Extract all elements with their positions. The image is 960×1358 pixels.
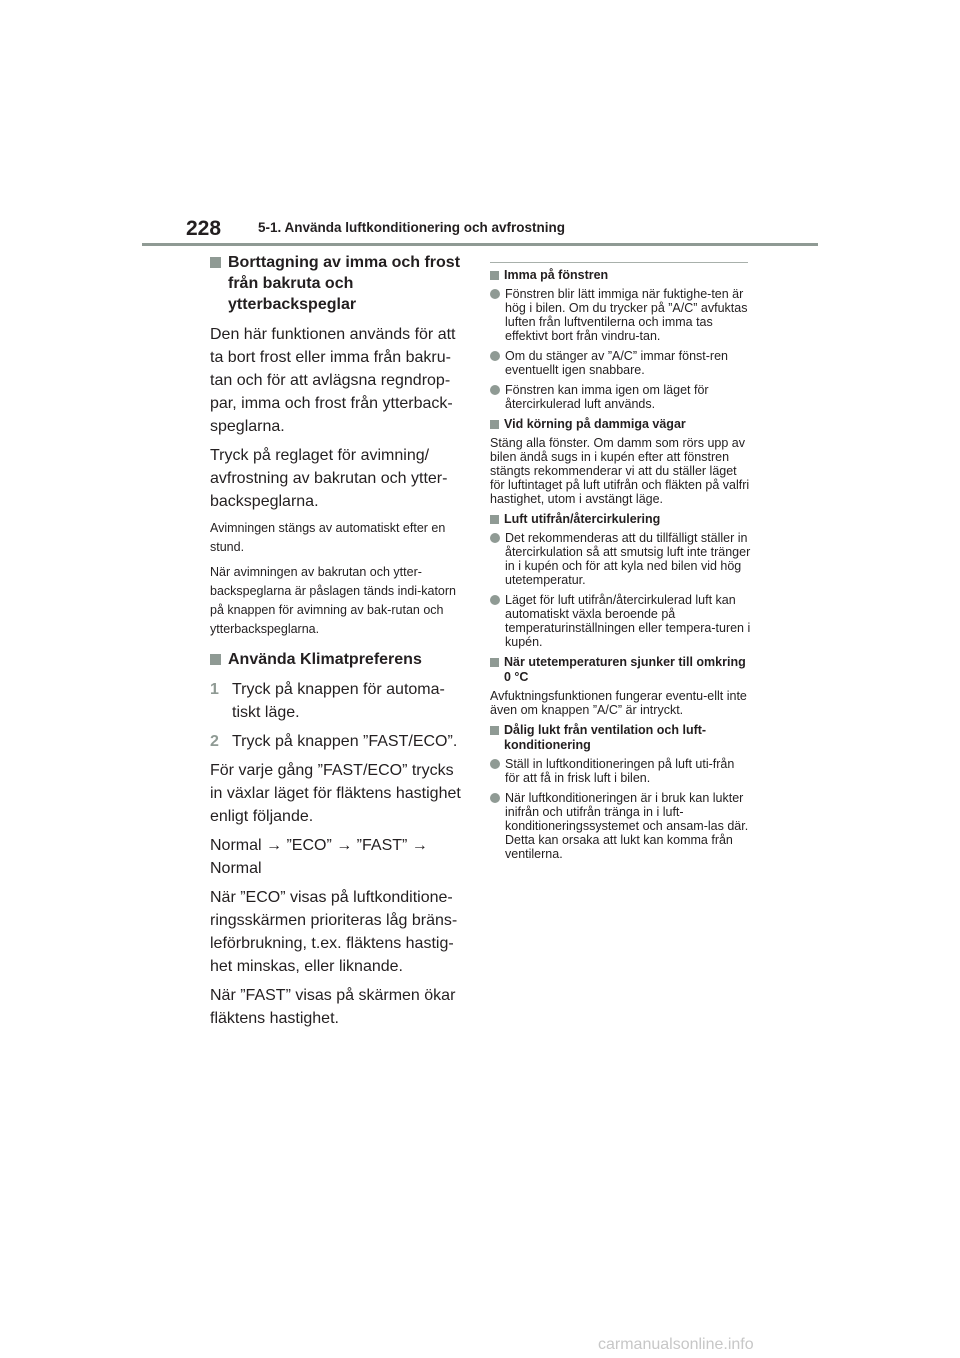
square-bullet-icon bbox=[490, 726, 499, 735]
info-heading bbox=[490, 723, 752, 753]
round-bullet-icon bbox=[490, 289, 500, 299]
step-text: Tryck på knappen ”FAST/ECO”. bbox=[232, 733, 458, 750]
bullet-text: När luftkonditioneringen är i bruk kan lukter inifrån och utifrån tränga in i luft-konditioneringssystemet och ansam-las där. Detta kan orsaka att lukt kan komma från ventilerna. bbox=[505, 791, 749, 861]
bullet-item bbox=[490, 593, 752, 649]
info-heading bbox=[490, 655, 752, 685]
square-bullet-icon bbox=[210, 654, 221, 665]
body-paragraph: Tryck på reglaget för avimning/ avfrostning av bakrutan och ytter-backspeglarna. bbox=[210, 447, 448, 510]
section-heading-text: Använda Klimatpreferens bbox=[228, 651, 422, 668]
bullet-item bbox=[490, 287, 752, 343]
section-heading-text: Borttagning av imma och frost från bakruta och ytterbackspeglar bbox=[228, 254, 461, 313]
note-paragraph: När avimningen av bakrutan och ytter-backspeglarna är påslagen tänds indi-katorn på knappen för avimning av bak-rutan och ytterbackspeglarna. bbox=[210, 565, 456, 636]
bullet-text: Om du stänger av ”A/C” immar fönst-ren eventuellt igen snabbare. bbox=[505, 349, 728, 377]
page-number: 228 bbox=[186, 217, 222, 240]
bullet-text: Det rekommenderas att du tillfälligt ställer in återcirkulation så att smutsig luft inte tränger in i kupén och för att kyla ned bilen vid hög utetemperatur. bbox=[505, 531, 751, 587]
right-column bbox=[490, 262, 752, 867]
section-heading-climate-preference bbox=[210, 649, 462, 670]
body-paragraph: Den här funktionen används för att ta bort frost eller imma från bakru-tan och för att avlägsna regndrop-par, imma och frost från ytterback-speglarna. bbox=[210, 326, 456, 435]
step-item bbox=[210, 678, 462, 724]
square-bullet-icon bbox=[210, 257, 221, 268]
square-bullet-icon bbox=[490, 515, 499, 524]
round-bullet-icon bbox=[490, 793, 500, 803]
note-paragraph: Avimningen stängs av automatiskt efter en stund. bbox=[210, 521, 446, 554]
bullet-item bbox=[490, 791, 752, 861]
info-heading-text: Imma på fönstren bbox=[504, 268, 609, 282]
round-bullet-icon bbox=[490, 595, 500, 605]
watermark: carmanualsonline.info bbox=[598, 1336, 754, 1353]
bullet-text: Läget för luft utifrån/återcirkulerad luft kan automatiskt växla beroende på temperaturinställningen eller tempera-turen i kupén. bbox=[505, 593, 751, 649]
bullet-text: Fönstren blir lätt immiga när fuktighe-ten är hög i bilen. Om du trycker på ”A/C” avfuktas luften från luftventilerna och imma tas effektivt bort från vindru-tan. bbox=[505, 287, 748, 343]
info-paragraph: Avfuktningsfunktionen fungerar eventu-ellt inte även om knappen ”A/C” är intryckt. bbox=[490, 689, 747, 717]
step-item bbox=[210, 730, 462, 753]
info-heading bbox=[490, 417, 752, 432]
mode-sequence: Normal → ”ECO” → ”FAST” → Normal bbox=[210, 837, 428, 877]
section-heading-defrost bbox=[210, 252, 462, 315]
bullet-item bbox=[490, 383, 752, 411]
step-number: 1 bbox=[210, 681, 219, 698]
round-bullet-icon bbox=[490, 351, 500, 361]
info-heading bbox=[490, 268, 752, 283]
page-header bbox=[142, 212, 818, 248]
round-bullet-icon bbox=[490, 385, 500, 395]
info-heading bbox=[490, 512, 752, 527]
bullet-item bbox=[490, 531, 752, 587]
step-number: 2 bbox=[210, 733, 219, 750]
round-bullet-icon bbox=[490, 533, 500, 543]
info-heading-text: När utetemperaturen sjunker till omkring 0 °C bbox=[504, 655, 746, 684]
body-paragraph: När ”FAST” visas på skärmen ökar fläktens hastighet. bbox=[210, 987, 456, 1027]
square-bullet-icon bbox=[490, 271, 499, 280]
body-paragraph: När ”ECO” visas på luftkonditione-ringsskärmen prioriteras låg bräns-leförbrukning, t.ex. fläktens hastig-het minskas, eller liknande. bbox=[210, 889, 458, 975]
info-paragraph: Stäng alla fönster. Om damm som rörs upp av bilen ändå sugs in i kupén efter att fönstren stängts rekommenderar vi att du ställer läget för luftintaget på luft utifrån och fläkten på valfri hastighet, utom i avstängt läge. bbox=[490, 436, 750, 506]
bullet-text: Ställ in luftkonditioneringen på luft uti-från för att få in frisk luft i bilen. bbox=[505, 757, 735, 785]
info-heading-text: Vid körning på dammiga vägar bbox=[504, 417, 686, 431]
chapter-title: 5-1. Använda luftkonditionering och avfrostning bbox=[258, 220, 566, 235]
square-bullet-icon bbox=[490, 658, 499, 667]
info-heading-text: Dålig lukt från ventilation och luft-konditionering bbox=[504, 723, 707, 752]
square-bullet-icon bbox=[490, 420, 499, 429]
bullet-item bbox=[490, 757, 752, 785]
step-text: Tryck på knappen för automa-tiskt läge. bbox=[232, 681, 445, 721]
info-top-rule bbox=[490, 262, 748, 263]
bullet-text: Fönstren kan imma igen om läget för återcirkulerad luft används. bbox=[505, 383, 709, 411]
round-bullet-icon bbox=[490, 759, 500, 769]
body-paragraph: För varje gång ”FAST/ECO” trycks in växlar läget för fläktens hastighet enligt följande. bbox=[210, 762, 461, 825]
info-heading-text: Luft utifrån/återcirkulering bbox=[504, 512, 661, 526]
header-rule bbox=[142, 243, 818, 246]
left-column bbox=[210, 252, 462, 1036]
bullet-item bbox=[490, 349, 752, 377]
